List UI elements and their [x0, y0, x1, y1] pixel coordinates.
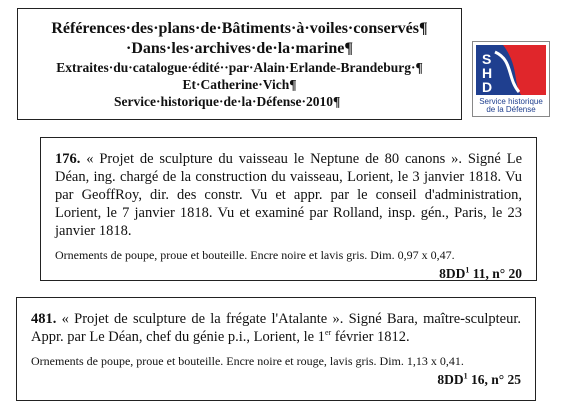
logo-letter-s: S — [482, 51, 492, 67]
entry-reference — [31, 372, 521, 388]
entry-text-after: février 1812. — [331, 329, 410, 345]
entry-note: Ornements de poupe, proue et bouteille. Encre noire et rouge, lavis gris. Dim. 1,13 x 0,41. — [31, 354, 464, 368]
ref-suffix: 11, n° 20 — [469, 266, 522, 281]
entry-description — [55, 150, 522, 240]
ref-superscript: 1 — [463, 371, 468, 381]
title-line-3: Extraites·du·catalogue·édité··par·Alain·Erlande-Brandeburg·¶ — [56, 60, 423, 75]
title-line-2: ·Dans·les·archives·de·la·marine¶ — [125, 40, 353, 57]
entry-note: Ornements de poupe, proue et bouteille. Encre noire et lavis gris. Dim. 0,97 x 0,47. — [55, 248, 455, 262]
entry-number: 176. — [55, 151, 81, 167]
ref-prefix: 8DD — [439, 266, 466, 281]
entry-reference — [55, 266, 522, 282]
entry-text: « Projet de sculpture du vaisseau le Neptune de 80 canons ». Signé Le Déan, ing. chargé de la construction du vaisseau, Lorient, le 3 janvier 1818. Vu par GeoffRoy, dir. des constr. Vu et appr. par le conseil d'administration, Lorient, le 7 janvier 1818. Vu et examiné par Rolland, insp. gén., Paris, le 23 janvier 1818. — [55, 151, 523, 239]
catalogue-entry-176 — [40, 137, 537, 281]
entry-text-before: « Projet de sculpture de la frégate l'Atalante ». Signé Bara, maître-sculpteur. Appr. par Le Déan, chef du génie p.i., Lorient, le 1 — [31, 311, 521, 345]
logo-caption-line-1: Service historique — [479, 97, 543, 106]
title-line-1: Références·des·plans·de·Bâtiments·à·voiles·conservés¶ — [51, 20, 428, 37]
title-box — [17, 8, 462, 120]
ref-superscript: 1 — [465, 265, 470, 275]
entry-text-superscript: er — [324, 328, 332, 338]
entry-description — [31, 310, 521, 346]
logo-caption-line-2: de la Défense — [486, 105, 536, 114]
ref-prefix: 8DD — [437, 372, 464, 387]
shd-logo — [472, 41, 550, 117]
entry-number: 481. — [31, 311, 57, 327]
logo-letter-h: H — [482, 65, 493, 81]
catalogue-entry-481 — [16, 297, 536, 401]
title-line-5: Service·historique·de·la·Défense·2010¶ — [114, 94, 341, 109]
title-line-4: Et·Catherine·Vich¶ — [182, 77, 297, 92]
ref-suffix: 16, n° 25 — [467, 372, 521, 387]
logo-letter-d: D — [482, 79, 493, 95]
